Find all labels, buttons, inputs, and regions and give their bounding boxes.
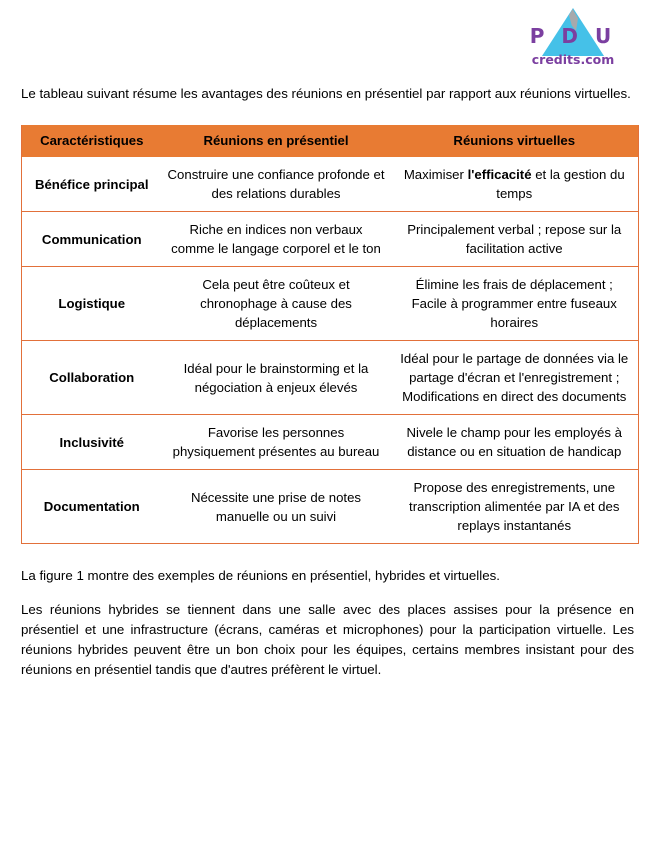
row-in-person: Nécessite une prise de notes manuelle ou un suivi [162, 470, 391, 544]
logo-domain-text: credits.com [531, 52, 615, 67]
table-row [22, 470, 639, 544]
virtual-text-pre: Maximiser [403, 167, 468, 182]
logo-letters: P D U [529, 24, 617, 48]
row-virtual [391, 157, 639, 212]
column-header-caracteristiques: Caractéristiques [22, 125, 162, 157]
table-body [22, 157, 639, 544]
table-row [22, 341, 639, 415]
table-row [22, 212, 639, 267]
row-in-person: Construire une confiance profonde et des relations durables [167, 167, 385, 201]
row-in-person: Idéal pour le brainstorming et la négociation à enjeux élevés [162, 341, 391, 415]
row-virtual: Nivele le champ pour les employés à distance ou en situation de handicap [391, 415, 639, 470]
row-feature: Documentation [22, 470, 162, 544]
column-header-reunions-virtuelles: Réunions virtuelles [391, 125, 639, 157]
row-virtual: Propose des enregistrements, une transcription alimentée par IA et des replays instantanés [391, 470, 639, 544]
row-in-person: Riche en indices non verbaux comme le langage corporel et le ton [162, 212, 391, 267]
intro-paragraph: Le tableau suivant résume les avantages des réunions en présentiel par rapport aux réunions virtuelles. [21, 86, 631, 101]
spacer [21, 544, 634, 566]
row-in-person: Cela peut être coûteux et chronophage à cause des déplacements [162, 267, 391, 341]
table-row [22, 267, 639, 341]
row-virtual: Principalement verbal ; repose sur la facilitation active [391, 212, 639, 267]
closing-paragraph: Les réunions hybrides se tiennent dans une salle avec des places assises pour la présence en présentiel et une infrastructure (écrans, caméras et microphones) pour la participation virtuelle. Les réunions hybrides peuvent être un bon choix pour les équipes, certains membres insistant pour des réunions en présentiel tandis que d'autres préfèrent le virtuel. [21, 602, 634, 677]
row-feature: Logistique [22, 267, 162, 341]
row-feature: Collaboration [22, 341, 162, 415]
virtual-text-bold: l'efficacité [467, 167, 532, 182]
row-virtual: Élimine les frais de déplacement ; Facile à programmer entre fuseaux horaires [391, 267, 639, 341]
row-virtual: Idéal pour le partage de données via le partage d'écran et l'enregistrement ; Modifications en direct des documents [391, 341, 639, 415]
table-header [22, 125, 639, 157]
table-header-row [22, 125, 639, 157]
table-row [22, 157, 639, 212]
document-content [21, 84, 634, 680]
spacer [21, 586, 634, 600]
logo-stack [513, 6, 633, 72]
site-logo [513, 6, 633, 72]
row-feature: Bénéfice principal [34, 176, 149, 192]
virtual-text-post: et la gestion du temps [496, 167, 625, 201]
row-feature: Communication [22, 212, 162, 267]
comparison-table [21, 125, 639, 544]
figure-caption-paragraph: La figure 1 montre des exemples de réunions en présentiel, hybrides et virtuelles. [21, 568, 500, 583]
spacer [21, 104, 634, 125]
row-feature: Inclusivité [22, 415, 162, 470]
row-in-person: Favorise les personnes physiquement présentes au bureau [162, 415, 391, 470]
table-row [22, 415, 639, 470]
column-header-reunions-en-presentiel: Réunions en présentiel [162, 125, 391, 157]
